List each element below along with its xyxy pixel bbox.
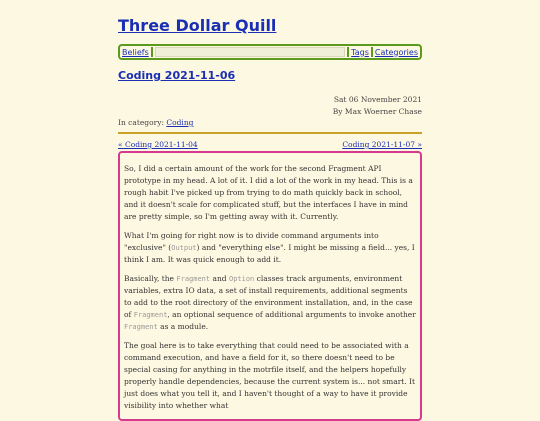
search-input[interactable]	[155, 47, 345, 57]
inline-code: Fragment	[133, 311, 168, 319]
inline-code: Fragment	[176, 275, 211, 283]
post-title-link[interactable]: Coding 2021-11-06	[118, 69, 236, 82]
nav-beliefs-link[interactable]: Beliefs	[122, 47, 149, 57]
site-title-link[interactable]: Three Dollar Quill	[118, 16, 277, 35]
divider	[118, 132, 422, 134]
nav-categories-link[interactable]: Categories	[374, 47, 418, 57]
category-prefix: In category:	[118, 118, 164, 127]
paragraph: The goal here is to take everything that could need to be associated with a command execution, and have a field for it, so there doesn't need to be special casing for anything in the motrfile itself, and the helpers hopefully properly handle dependencies, because the current system is... not smart. It just does what you tell it, and I haven't thought of a way to have it provide visibility into whether what	[124, 341, 416, 410]
prev-post-link[interactable]: « Coding 2021-11-04	[118, 140, 198, 149]
post-author: By Max Woerner Chase	[332, 107, 422, 116]
paragraph: What I'm going for right now is to divide command arguments into "exclusive" (Output) and "everything else". I might be missing a field... yes, I think I am. It was quick enough to add it.	[124, 231, 415, 264]
inline-code: Fragment	[124, 323, 158, 331]
post-category	[118, 118, 193, 127]
post-date: Sat 06 November 2021	[333, 95, 422, 104]
paragraph: So, I did a certain amount of the work for the second Fragment API prototype in my head. A lot of it. I did a lot of the work in my head. This is a rough habit I've picked up from trying to do math quickly back in school, and it doesn't scale for complicated stuff, but the interfaces I have in mind are pretty simple, so I'm getting away with it. Currently.	[124, 164, 413, 221]
inline-code: Output	[171, 244, 197, 252]
paragraph: Basically, the Fragment and Option classes track arguments, environment variables, extra IO data, a set of install requirements, additional segments to add to the root directory of the environment installation, and, in the case of Fragment, an optional sequence of additional arguments to invoke another Fragment as a module.	[124, 274, 416, 331]
nav-bar	[118, 44, 422, 60]
nav-separator	[151, 47, 153, 57]
nav-tags-link[interactable]: Tags	[351, 47, 369, 57]
article-body	[118, 151, 422, 421]
inline-code: Option	[228, 275, 255, 283]
category-link[interactable]: Coding	[166, 118, 194, 127]
next-post-link[interactable]: Coding 2021-11-07 »	[342, 140, 422, 149]
